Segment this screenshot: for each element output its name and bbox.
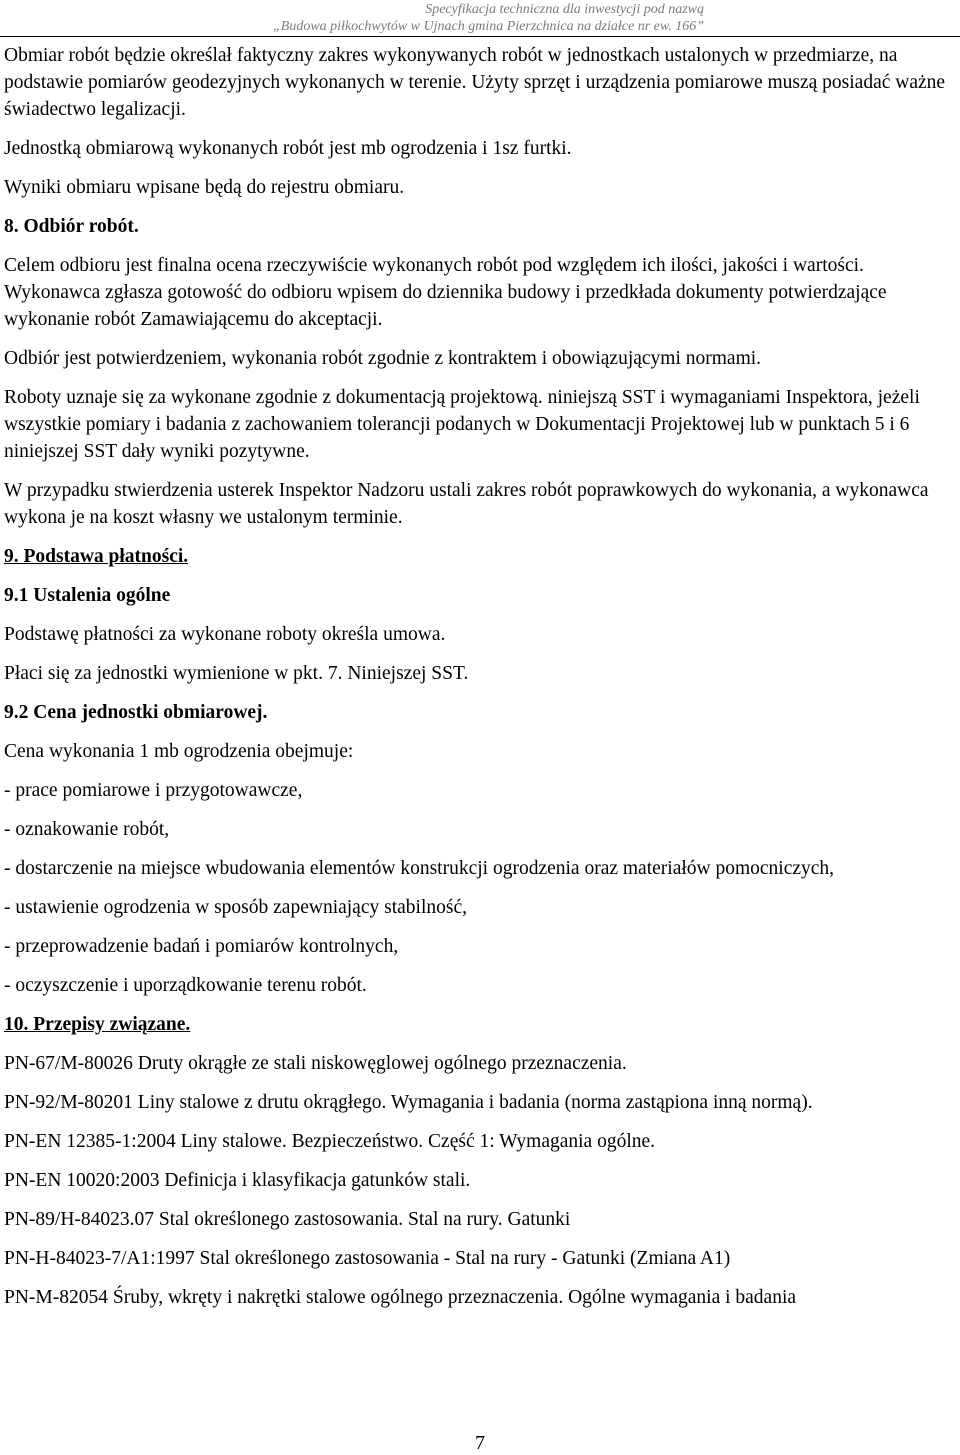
list-item: - oznakowanie robót, — [4, 819, 170, 840]
paragraph-measurement: Obmiar robót będzie określał faktyczny zakres wykonywanych robót w jednostkach ustalonych w przedmiarze, na podstawie pomiarów geodezyjnych wykonanych w terenie. Użyty sprzęt i urządzenia pomiarowe muszą posiadać ważne świadectwo legalizacji. — [4, 45, 946, 120]
section-heading-8: 8. Odbiór robót. — [4, 216, 139, 237]
paragraph-payment-units: Płaci się za jednostki wymienione w pkt. 7. Niniejszej SST. — [4, 663, 469, 684]
list-item: - prace pomiarowe i przygotowawcze, — [4, 780, 303, 801]
paragraph-unit: Jednostką obmiarową wykonanych robót jest mb ogrodzenia i 1sz furtki. — [4, 138, 572, 159]
list-item: - dostarczenie na miejsce wbudowania elementów konstrukcji ogrodzenia oraz materiałów pomocniczych, — [4, 858, 835, 879]
standard-item: PN-EN 12385-1:2004 Liny stalowe. Bezpieczeństwo. Część 1: Wymagania ogólne. — [4, 1131, 656, 1152]
paragraph-acceptance-confirmation: Odbiór jest potwierdzeniem, wykonania robót zgodnie z kontraktem i obowiązującymi normami. — [4, 348, 762, 369]
list-item: - przeprowadzenie badań i pomiarów kontrolnych, — [4, 936, 399, 957]
standard-item: PN-EN 10020:2003 Definicja i klasyfikacja gatunków stali. — [4, 1170, 471, 1191]
subsection-heading-9-2: 9.2 Cena jednostki obmiarowej. — [4, 702, 268, 723]
paragraph-register: Wyniki obmiaru wpisane będą do rejestru obmiaru. — [4, 177, 405, 198]
page-number: 7 — [475, 1432, 485, 1454]
page-header — [0, 2, 960, 37]
paragraph-defects: W przypadku stwierdzenia usterek Inspektor Nadzoru ustali zakres robót poprawkowych do wykonania, a wykonawca wykona je na koszt własny we ustalonym terminie. — [4, 480, 929, 528]
standard-item: PN-67/M-80026 Druty okrągłe ze stali niskowęglowej ogólnego przeznaczenia. — [4, 1053, 627, 1074]
header-title: Specyfikacja techniczna dla inwestycji pod nazwą — [425, 2, 704, 17]
document-body — [4, 42, 958, 1311]
list-item: - ustawienie ogrodzenia w sposób zapewniający stabilność, — [4, 897, 467, 918]
standard-item: PN-H-84023-7/A1:1997 Stal określonego zastosowania - Stal na rury - Gatunki (Zmiana A1) — [4, 1248, 731, 1269]
paragraph-acceptance-goal: Celem odbioru jest finalna ocena rzeczywiście wykonanych robót pod względem ich ilości, jakości i wartości. Wykonawca zgłasza gotowość do odbioru wpisem do dziennika budowy i przedkłada dokumenty potwierdzające wykonanie robót Zamawiającemu do akceptacji. — [4, 255, 887, 330]
header-subtitle: „Budowa piłkochwytów w Ujnach gmina Pierzchnica na działce nr ew. 166” — [273, 19, 704, 34]
paragraph-price-includes: Cena wykonania 1 mb ogrodzenia obejmuje: — [4, 741, 354, 762]
section-heading-10: 10. Przepisy związane. — [4, 1014, 191, 1035]
paragraph-works-accepted: Roboty uznaje się za wykonane zgodnie z dokumentacją projektową. niniejszą SST i wymaganiami Inspektora, jeżeli wszystkie pomiary i badania z zachowaniem tolerancji podanych w Dokumentacji Projektowej lub w punktach 5 i 6 niniejszej SST dały wyniki pozytywne. — [4, 387, 920, 462]
standard-item: PN-89/H-84023.07 Stal określonego zastosowania. Stal na rury. Gatunki — [4, 1209, 571, 1230]
standard-item: PN-M-82054 Śruby, wkręty i nakrętki stalowe ogólnego przeznaczenia. Ogólne wymagania i badania — [4, 1287, 797, 1308]
section-heading-9: 9. Podstawa płatności. — [4, 546, 189, 567]
list-item: - oczyszczenie i uporządkowanie terenu robót. — [4, 975, 367, 996]
paragraph-payment-basis: Podstawę płatności za wykonane roboty określa umowa. — [4, 624, 446, 645]
subsection-heading-9-1: 9.1 Ustalenia ogólne — [4, 585, 171, 606]
standard-item: PN-92/M-80201 Liny stalowe z drutu okrągłego. Wymagania i badania (norma zastąpiona inną normą). — [4, 1092, 813, 1113]
